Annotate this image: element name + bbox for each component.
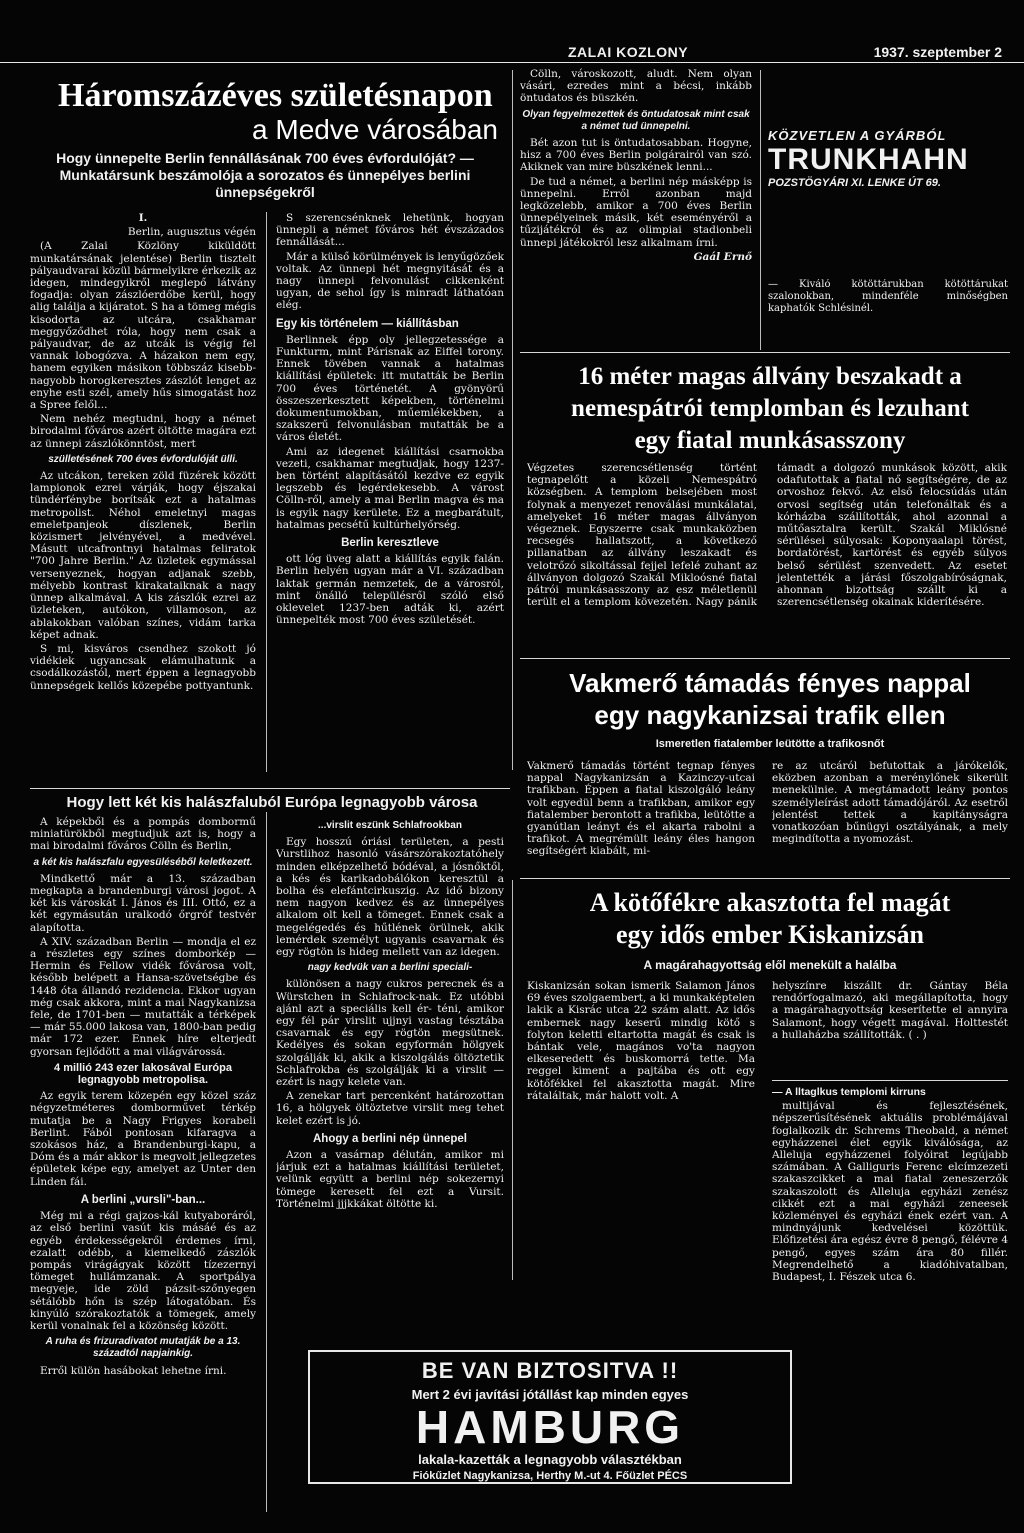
italic-subhead: nagy kedvük van a berlini speciali- bbox=[307, 962, 473, 974]
ad-line: POZSTÖGYÁRI XI. LENKE ÚT 69. bbox=[768, 177, 941, 189]
paragraph: A képekből és a pompás dombormű miniatürökből megtudjuk azt is, hogy a mai birodalmi főváros Cölln és Berlin, bbox=[30, 816, 256, 853]
festival-headline: Hogy lett két kis halászfaluból Európa legnagyobb városa bbox=[66, 794, 478, 811]
section-rule bbox=[520, 658, 1010, 659]
ad-headline: BE VAN BIZTOSITVA !! bbox=[421, 1358, 679, 1383]
column-divider bbox=[266, 812, 267, 1512]
paragraph: Azon a vasárnap délután, amikor mi járjuk ezt a hatalmas kiállítási területet, velünk együtt a berlini nép sokezernyi tömege keresett fel ezt a Vursit. Történelmi jjjkkákat öltötte ki. bbox=[276, 1149, 504, 1210]
paragraph: Az utcákon, tereken zöld füzérek között lampionok ezrei várják, hogy éjszakai tündérfénybe borítsák ezt a hatalmas metropolist. Néhol emeletnyi magas emeletpanjeok díszlenek, Berlin közismert jelvényével, a medvével. Másutt utcafrontnyi hatalmas feliratok "700 Jahre Berlin." Az üzletek egymással versenyeznek, hogyan adjanak szebb, mélyebb kontrast kirakataiknak a nagy ünnep alkalmával. A kis zászlók ezrei az üzleteken, autókon, villamoson, az ablakokban valóban színes, vidám tarka képet adnak. bbox=[30, 470, 256, 641]
notice-body: multijával és fejlesztésének, népszerűsítésének aktuális problémájával foglalkozik dr. Schrems Theobald, a német egyházzenei élet egyik kiválósága, az Alleluja egyházzenei folyóirat legújabb számában. A Galliguris Ferenc elcímzezeti szakaszcikket a mai fiatal zeneszerzők szakaszolott és Alleluja egyházi zenész cikkét ezt a mai egyházi zeneesek közleményei és egyházi ének ezért van. A mindnyájunk kedvelései közöttük. Előfizetési ára egész évre 8 pengő, félévre 4 pengő, egyes szám ára 80 fillér. Megrendelhető a kiadóhivatalban, Budapest, I. Fészek utca 6. bbox=[772, 1100, 1008, 1284]
paragraph: Mindkettő már a 13. században megkapta a brandenburgi városi jogot. A két kis városkát I. János és III. Ottó, ez a két egymásután uralkodó őrgróf testvér alapította. bbox=[30, 872, 256, 934]
vursli-subhead: A berlini „vursli"-ban... bbox=[80, 1193, 206, 1206]
paragraph: Még mi a régi gajzos-kál kutyaboráról, az első berlini vasút kis másáé és az egyéb érdekességekről érdemes írni, ezalatt odébb, a kiemelkedő zászlók pompás virágágyak között tízezernyi tömeget hullámzanak. A sportpálya megyeje, ide zöld pázsit-szőnyegen sétálóbb hőn is szép látogatóban. És kinyúló szórakoztatók a tömegek, amely kerül vonalnak fel a közönség között. bbox=[30, 1210, 256, 1332]
byline: Gaál Ernő bbox=[693, 250, 752, 263]
paragraph: Már a külső körülmények is lenyűgözőek voltak. Az ünnepi hét megnyitását és a nagy ünnepi felvonulást cikkenként ugyan, de sehol így is minradt láthatóan elég. bbox=[276, 250, 504, 312]
scaffold-headline-3: egy fiatal munkásasszony bbox=[634, 427, 906, 454]
population-subhead: 4 millió 243 ezer lakosával Európa legnagyobb metropolisa. bbox=[54, 1061, 232, 1087]
trunkhahn-ad bbox=[768, 128, 1008, 348]
italic-subhead: a két kis halászfalu egyesüléséből keletkezett. bbox=[33, 856, 253, 868]
ad-line: KÖZVETLEN A GYÁRBÓL bbox=[768, 128, 947, 143]
paragraph: (A Zalai Közlöny kiküldött munkatársának jelentése) Berlin tisztelt pályaudvarai közül bármelyikre érkezik az idegen, mindegyikről meglepő látvány fogadja: olyan zászlóerdőbe kerül, hogy alig találja a kijáratot. S ha a tömeg mégis kisodorta az utcára, csakhamar meggyőződhet róla, hogy nem csak a pályaudvar, de az utcák is végig fel vannak lobogózva. A házakon nem egy, hanem egyiken másikon többszáz kisebb-nagyobb horogkeresztes zászlót lenget az enyhe esti szél, amely hűs simogatást hoz a Spree felől... bbox=[30, 240, 256, 412]
berlin-column-2 bbox=[276, 212, 504, 782]
kiskanizsa-kicker: A magárahagyottság elől menekült a halálba bbox=[643, 958, 897, 972]
ad-brand: HAMBURG bbox=[415, 1401, 685, 1453]
section-rule bbox=[30, 788, 510, 789]
paragraph: A XIV. században Berlin — mondja el ez a részletes egy színes domborkép — Hermin és Fellow vidék fővárosa volt, később belépett a Hansa-szövetségbe és 1448 óta állandó rezidencia. Ekkor ugyan még csak akkora, mint a mai Nagykanizsa fele, de 1701-ben — mutatták a térképek — már 55.000 lakosa van, 1800-ban pedig már 172 ezer. Ennek híre elterjedt gyorsan fejlődött a mai világvárossá. bbox=[30, 935, 256, 1058]
section-rule bbox=[772, 1080, 1008, 1081]
festival-column-1 bbox=[30, 816, 256, 1526]
kiskanizsa-body-1: Kiskanizsán sokan ismerik Salamon János 69 éves szolgaembert, a ki munkaképtelen lakik a Kisrác utca 22 szám alatt. Az idős embernek nagy keserű mindig kötő s folyton keletti eltartotta magát és csak is bántak vele, magános vo'ta nagyon elkeseredett és buskomorrá tette. Ma reggel kiment a pajtába és ott egy kötőfékkel fel akasztotta magát. Mire rátaláltak, már halott volt. A bbox=[527, 980, 755, 1102]
column-divider bbox=[512, 70, 513, 770]
music-notice bbox=[772, 1086, 1008, 1331]
kiskanizsa-headline-1: A kötőfékre akasztotta fel magát bbox=[589, 888, 951, 917]
italic-subhead: A ruha és frizuradivatot mutatják be a 13. századtól napjainkig. bbox=[45, 1336, 241, 1360]
scaffold-headline-1: 16 méter magas állvány beszakadt a bbox=[578, 363, 962, 390]
dateline: Berlin, augusztus végén bbox=[127, 226, 256, 239]
tobacco-body-2: re az utcáról befutottak a járókelők, eközben azonban a merénylőnek sikerült menekülnie. A megtámadott leány pontos személyleírást adott támadójáról. Az esetről jelentést tettek a kapitányságra vonatkozóan bűnügyi osztályának, a mely megindította a nyomozást. bbox=[772, 760, 1008, 846]
issue-date: 1937. szeptember 2 bbox=[873, 44, 1002, 60]
hamburg-ad bbox=[308, 1350, 792, 1484]
festival-column-2 bbox=[276, 816, 504, 1356]
tobacco-kicker: Ismeretlen fiatalember leütötte a trafikosnőt bbox=[655, 738, 885, 750]
column-divider bbox=[512, 880, 513, 1280]
exhibit-subhead: Egy kis történelem — kiállításban bbox=[276, 317, 459, 330]
ad-line: lakala-kazetták a legnagyobb választékban bbox=[418, 1452, 682, 1467]
highlight-subhead: szülletésének 700 éves évfordulóját ülli. bbox=[48, 453, 238, 465]
ad-brand: TRUNKHAHN bbox=[768, 143, 969, 176]
ad-line: Mert 2 évi javítási jótállást kap minden egyes bbox=[411, 1387, 689, 1402]
paragraph: Cölln, városkozott, aludt. Nem olyan vásári, ezredes mint a bécsi, inkább öntudatos és büszkén. bbox=[520, 68, 752, 105]
masthead bbox=[0, 42, 1024, 63]
section-rule bbox=[520, 352, 1010, 353]
tobacco-headline-1: Vakmerő támadás fényes nappal bbox=[569, 668, 971, 698]
kiskanizsa-body-2: helyszínre kiszállt dr. Gántay Béla rendőrfogalmazó, aki megállapította, hogy a magárahagyottság keserítette el annyira Salamont, hogy végett magával. Holttestét a hullaházba szállították. ( . ) bbox=[772, 980, 1008, 1041]
berlin-deck: Hogy ünnepelte Berlin fennállásának 700 éves évfordulóját? — Munkatársunk beszámolója a sorozatos és ünnepélyes berlini ünnepségekről bbox=[56, 150, 474, 200]
paragraph: Az egyik terem közepén egy közel száz négyzetméteres domborművet térkép mutatja be a Nagy Frigyes korabeli Berlint. Fából pontosan kifaragva a szokásos ház, a Brandenburgi-kapu, a Dóm és a már akkor is megvolt jellegzetes épületek képe egy, amelyet az Unter den Linden fái. bbox=[30, 1090, 256, 1188]
paragraph: Bét azon tut is öntudatosabban. Hogyne, hisz a 700 éves Berlin polgárairól van szó. Akiknek van mire büszkének lenni... bbox=[520, 137, 752, 174]
scaffold-body: Végzetes szerencsétlenség történt tegnapelőtt a közeli Nemespátró községben. A templom belsejében most folynak a menyezet renoválási munkálatai, amelyeket 16 méter magas állványon végeznek. Egyszerre csak munkaközben recsegés hallatszott, a következő pillanatban az állvány leszakadt és velotrőzó sikoltással fejjel lefelé zuhant az állványon dolgozó Szakál Mikloósné fiatal pátrói munkásasszony az esz méletlenül terült el a templom kövezetén. Nagy pánik támadt a dolgozó munkások között, akik odafutottak a fiatal nő segítségére, de az orvoshoz fekvő. Az első felocsúdás után orvosi segítség után telefonáltak és a kórházba szállították, ahol azonnal a műtőasztalra került. Szakál Miklósné sérülései súlyosak: Koponyaalapi törést, bordatörést, kartörést és egyéb súlyos belső sérülést szenvedett. Az esetet jelentették a járási főszolgabíróságnak, ahonnan bizottság szállt ki a szerencsétlenség okainak kiderítésére. bbox=[527, 462, 1007, 609]
paragraph: különösen a nagy cukros perecnek és a Würstchen in Schlafrock-nak. Ez utóbbi ajánl azt a speciális kell ér- téni, amikor egy fél pár virslit ujjnyi vastag tésztába csavarnak és egy rögtön megsütnek. Kedélyes és sokan egyformán hölgyek szolgálják ki, akik a kiszolgálás öltöztetik Schlafrokba és szolgálják ki a virslit — ezért is nagy kelete van. bbox=[276, 978, 504, 1089]
scaffold-headline-2: nemespátrói templomban és lezuhant bbox=[571, 395, 969, 422]
paragraph: Berlinnek épp oly jellegzetessége a Funkturm, mint Párisnak az Eiffel torony. Ennek tövében vannak a hatalmas kiállítási épületek: itt mutatták be Berlin 700 éves történetét. A gyönyörű összeszerkesztett képekben, történelmi dokumentumokban, műemlékekben, a szakszerű felvonulásban mutatták be a város életét. bbox=[276, 333, 504, 444]
paragraph: Erről külön hasábokat lehetne írni. bbox=[40, 1364, 227, 1377]
berlin-column-1 bbox=[30, 212, 256, 782]
berlin-charter-subhead: Berlin keresztleve bbox=[341, 537, 439, 550]
tobacco-body-1: Vakmerő támadás történt tegnap fényes nappal Nagykanizsán a Kazinczy-utcai trafikban. Éppen a fiatal kiszolgáló leány volt egyedül benn a trafikban, amikor egy fiatalember berontott a trafikba, leütötte a gyanútlan leányt és el akarta rabolni a trafikot. A megrémült leány éles hangon segítségért kiabált, mi- bbox=[527, 760, 755, 858]
berlin-headline-1: Háromszázéves születésnapon bbox=[58, 77, 493, 114]
tobacco-headline-2: egy nagykanizsai trafik ellen bbox=[594, 700, 946, 730]
italic-subhead: Olyan fegyelmezettek és öntudatosak mint csak a német tud ünnepelni. bbox=[522, 108, 750, 132]
paragraph: Ami az idegenet kiállítási csarnokba vezeti, csakhamar megtudjak, hogy 1237-ben történt alapításától kezdve ez egyik legszebb és legérdekesebb. A várost Cölln-ről, amely a mai Berlin magva és ma is egyik nagy kerülete. Ez a megbarátult, hatalmas pecsétű kultúrhelyőrség. bbox=[276, 445, 504, 531]
notice-head: — A lltaglkus templomi kirruns bbox=[772, 1086, 926, 1098]
paragraph: A zenekar tart percenként határozottan 16, a hölgyek öltöztetve virslit meg tehet kelet ezért is jó. bbox=[276, 1090, 504, 1127]
paragraph: Nem nehéz megtudni, hogy a német birodalmi főváros azért öltötte magára ezt az ünnepi zászlókönntöst, mert bbox=[30, 413, 256, 450]
paragraph: ott lóg üveg alatt a kiállítás egyik falán. Berlin helyén ugyan már a VI. században laktak germán nemzetek, de a városról, mint önálló településről szóló első oklevelet 1237-ben adták ki, azért ünnepelték most 700 éves születését. bbox=[276, 553, 504, 627]
paragraph: Egy hosszú óriási területen, a pesti Vurstlihoz hasonló vásárszórakoztatóhely minden elképzelhető bódéval, a jósnőktől, a kés és karikadobálókon keresztül a bolha és elefántcirkuszig. Az idő bizony nem nagyon kedvez és az ünnepélyes alkalom olt kell a tömeget. Ennek csak a megelégedés és hűtlének örülnek, akik lemérdek személyt ugyanis csavarnak és egy rögtön is hideg mellett van az idegen. bbox=[276, 836, 504, 959]
paragraph: S szerencsénknek lehetünk, hogyan ünnepli a német főváros hét évszázados fennállását... bbox=[276, 212, 504, 249]
section-rule bbox=[520, 878, 1010, 879]
folk-subhead: Ahogy a berlini nép ünnepel bbox=[313, 1132, 467, 1145]
column-divider bbox=[266, 212, 267, 772]
paragraph: De tud a német, a berlini nép másképp is ünnepelni. Erről azonban majd legközelebb, amikor a 700 éves Berlin ünnepélyeinek másik, két eseményéről a tűzijátékról és az olimpiai stadionbeli ünnepi játékokról lesz alkalmam írni. bbox=[520, 175, 752, 249]
article-section-number: I. bbox=[138, 212, 148, 224]
schlafrock-subhead: ...virslit eszünk Schlafrookban bbox=[318, 820, 462, 831]
berlin-headline-2: a Medve városában bbox=[252, 114, 498, 145]
ad-address: Fiókűzlet Nagykanizsa, Herthy M.-ut 4. Főüzlet PÉCS bbox=[412, 1470, 688, 1482]
paper-name: ZALAI KOZLONY bbox=[568, 44, 689, 60]
paragraph: S mi, kisváros csendhez szokott jó vidékiek ugyancsak elámulhatunk a csodálkozástól, mert éppen a legnagyobb ünnepségek kellős közepébe pottyantunk. bbox=[30, 642, 256, 692]
kiskanizsa-headline-2: egy idős ember Kiskanizsán bbox=[616, 920, 924, 949]
berlin-column-3 bbox=[520, 68, 752, 338]
ad-body: — Kiváló kötöttárukban kötöttárukat szalonokban, mindenféle minőségben kaphatók Schlésinél. bbox=[768, 279, 1008, 314]
column-divider bbox=[760, 70, 761, 350]
